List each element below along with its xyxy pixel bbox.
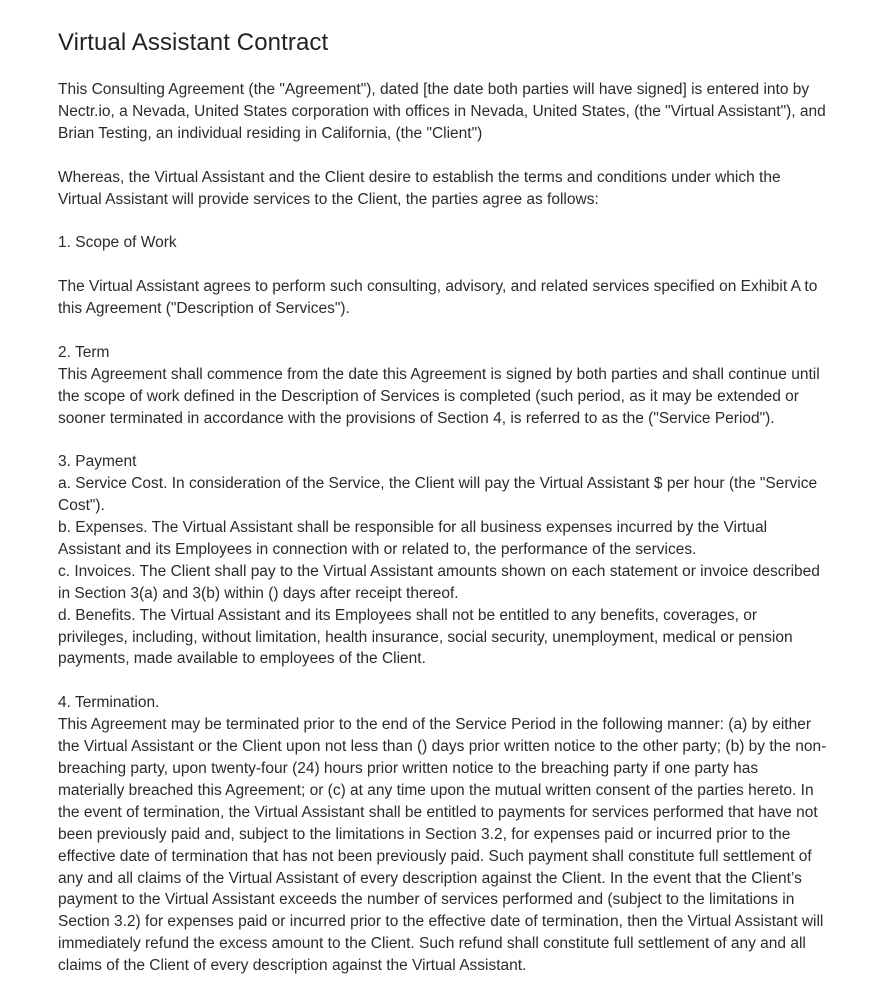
document-title: Virtual Assistant Contract	[58, 29, 329, 56]
section-payment-heading: 3. Payment	[58, 453, 137, 471]
whereas-paragraph: Whereas, the Virtual Assistant and the Client desire to establish the terms and conditions under which the Virtual Assistant will provide services to the Client, the parties agree as follows:	[58, 168, 781, 208]
section-scope-body: The Virtual Assistant agrees to perform such consulting, advisory, and related services specified on Exhibit A to this Agreement ("Description of Services").	[58, 278, 818, 318]
payment-clause-c: c. Invoices. The Client shall pay to the Virtual Assistant amounts shown on each statement or invoice described in Section 3(a) and 3(b) within () days after receipt thereof.	[58, 562, 820, 602]
section-termination-body: This Agreement may be terminated prior to the end of the Service Period in the following manner: (a) by either the Virtual Assistant or the Client upon not less than () days prior written notice to the other party; (b) by the non-breaching party, upon twenty-four (24) hours prior written notice to the breaching party if one party has materially breached this Agreement; or (c) at any time upon the mutual written consent of the parties hereto. In the event of termination, the Virtual Assistant shall be entitled to payments for services performed that have not been previously paid and, subject to the limitations in Section 3.2, for expenses paid or incurred prior to the effective date of termination that has not been previously paid. Such payment shall constitute full settlement of any and all claims of the Virtual Assistant of every description against the Client. In the event that the Client’s payment to the Virtual Assistant exceeds the number of services performed and (subject to the limitations in Section 3.2) for expenses paid or incurred prior to the effective date of termination, then the Virtual Assistant will immediately refund the excess amount to the Client. Such refund shall constitute full settlement of any and all claims of the Client of every description against the Virtual Assistant.	[58, 716, 827, 975]
payment-clause-d: d. Benefits. The Virtual Assistant and its Employees shall not be entitled to any benefits, coverages, or privileges, including, without limitation, health insurance, social security, unemployment, medical or pension payments, made available to employees of the Client.	[58, 606, 793, 668]
payment-clause-b: b. Expenses. The Virtual Assistant shall be responsible for all business expenses incurred by the Virtual Assistant and its Employees in connection with or related to, the performance of the services.	[58, 519, 768, 558]
intro-paragraph: This Consulting Agreement (the "Agreement"), dated [the date both parties will have signed] is entered into by Nectr.io, a Nevada, United States corporation with offices in Nevada, United States, (the "Virtual Assistant"), and Brian Testing, an individual residing in California, (the "Client")	[58, 81, 826, 142]
section-term-heading: 2. Term	[58, 343, 110, 361]
section-scope-heading-block	[58, 232, 828, 254]
payment-clause-a: a. Service Cost. In consideration of the Service, the Client will pay the Virtual Assistant $ per hour (the "Service Cost").	[58, 475, 818, 515]
section-term	[58, 342, 828, 430]
section-term-body: This Agreement shall commence from the date this Agreement is signed by both parties and shall continue until the scope of work defined in the Description of Services is completed (such period, as it may be extended or sooner terminated in accordance with the provisions of Section 4, is referred to as the ("Service Period").	[58, 365, 820, 427]
section-termination-heading: 4. Termination.	[58, 694, 160, 712]
section-scope-heading: 1. Scope of Work	[58, 234, 177, 252]
section-termination	[58, 692, 828, 977]
section-payment	[58, 451, 828, 670]
